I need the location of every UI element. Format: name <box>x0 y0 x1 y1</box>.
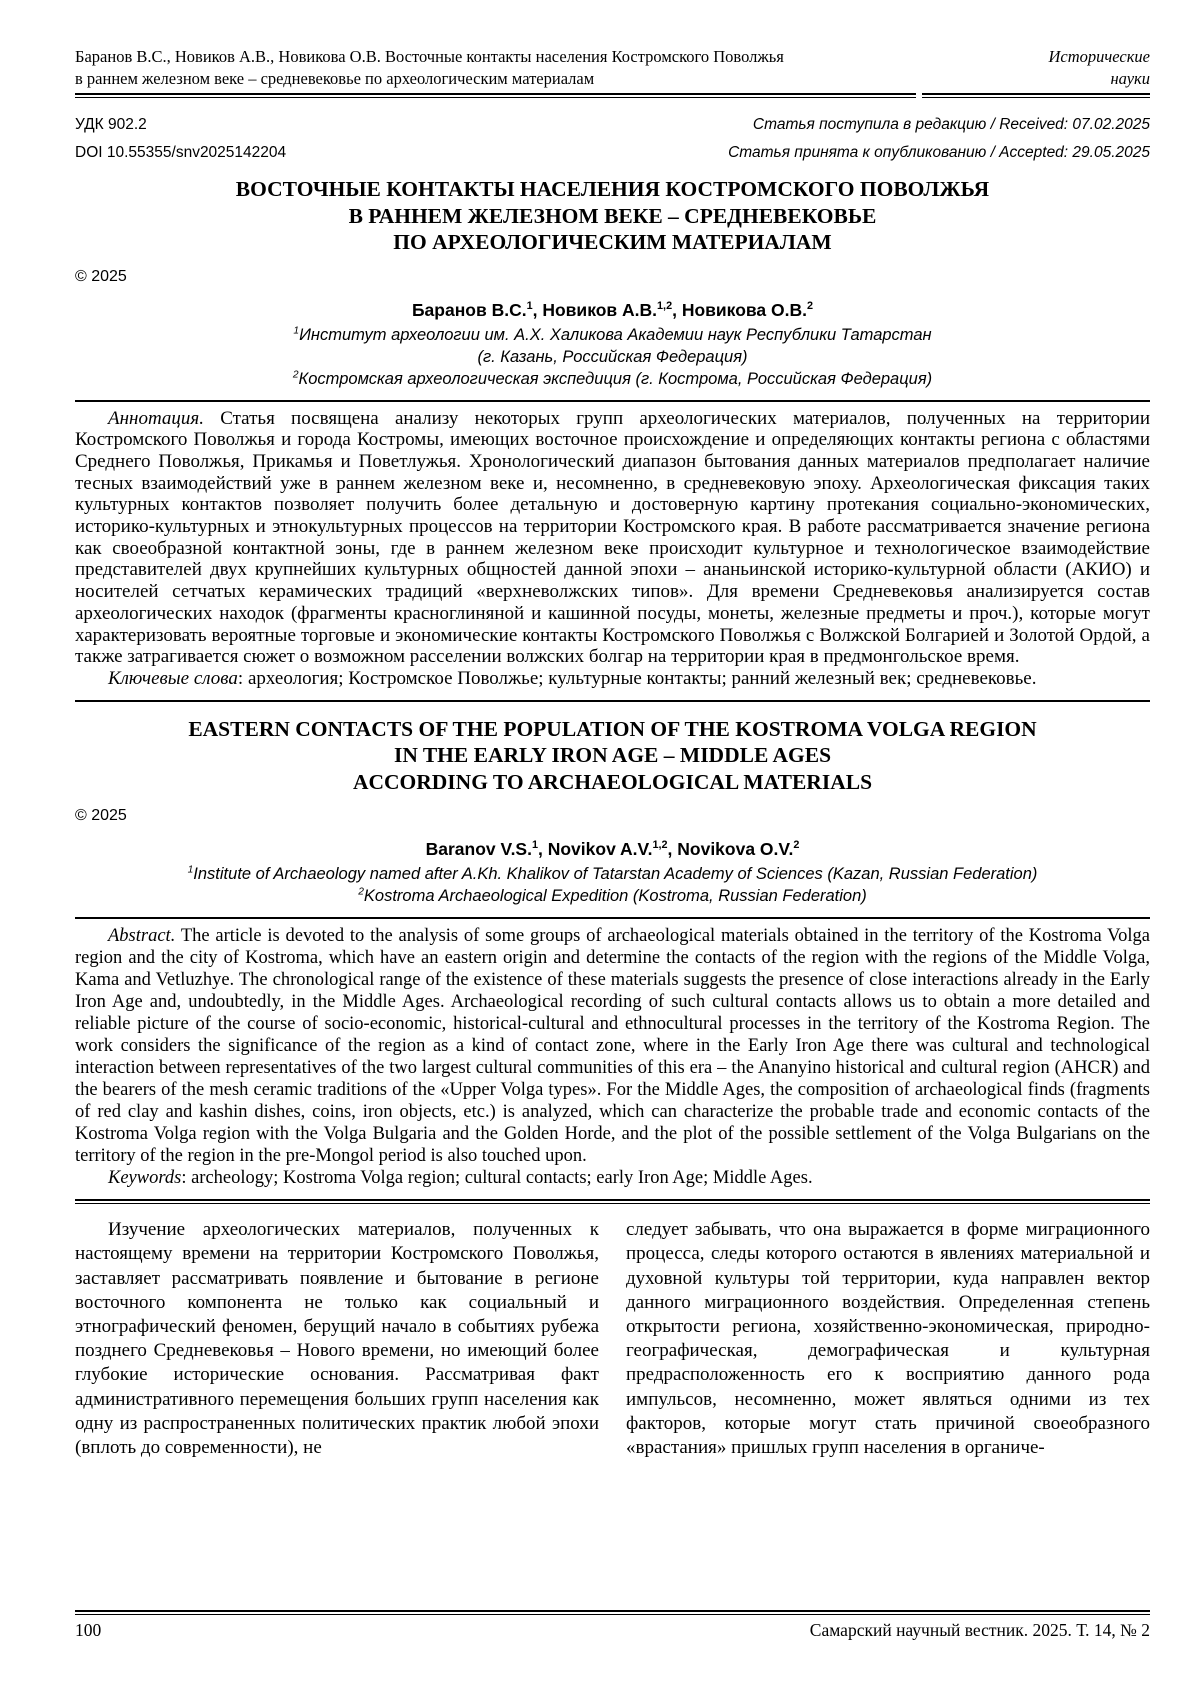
article-title-ru-line1: ВОСТОЧНЫЕ КОНТАКТЫ НАСЕЛЕНИЯ КОСТРОМСКОГО ПОВОЛЖЬЯ <box>235 177 990 201</box>
article-title-ru <box>75 176 1150 256</box>
doi-code: DOI 10.55355/snv2025142204 <box>75 144 287 161</box>
running-header-article-ref <box>75 46 895 90</box>
accepted-date: Статья принята к опубликованию / Accepted: 29.05.2025 <box>728 144 1150 161</box>
meta-row-doi-accepted <box>75 143 1150 162</box>
udc-code: УДК 902.2 <box>75 116 147 133</box>
divider-below-abstract-ru <box>75 700 1150 702</box>
section-label-line1: Исторические <box>1048 47 1150 66</box>
keywords-en <box>75 1167 1150 1189</box>
abstract-ru-label: Аннотация. <box>108 407 204 429</box>
affiliations-ru <box>75 324 1150 390</box>
page-footer <box>75 1610 1150 1641</box>
article-title-ru-line2: В РАННЕМ ЖЕЛЕЗНОМ ВЕКЕ – СРЕДНЕВЕКОВЬЕ <box>348 203 877 228</box>
running-header-line2: в раннем железном веке – средневековье по археологическим материалам <box>75 69 595 88</box>
article-body-columns <box>75 1218 1150 1460</box>
footer-divider <box>75 1610 1150 1615</box>
abstract-en-block <box>75 925 1150 1189</box>
body-left-paragraph: Изучение археологических материалов, полученных к настоящему времени на территории Костромского Поволжья, заставляет рассматривать появление и бытование в регионе восточного компонента не только как социальный и этнографический феномен, берущий начало в событиях рубежа позднего Средневековья – Нового времени, но имеющий более глубокие исторические основания. Рассматривая факт административного перемещения больших групп населения как одну из распространенных политических практик любой эпохи (вплоть до современности), не <box>75 1219 599 1458</box>
header-divider <box>75 93 1150 98</box>
keywords-ru-label: Ключевые слова <box>108 667 238 689</box>
article-title-en-line1: EASTERN CONTACTS OF THE POPULATION OF THE KOSTROMA VOLGA REGION <box>188 716 1037 741</box>
article-title-en-line3: ACCORDING TO ARCHAEOLOGICAL MATERIALS <box>352 769 873 794</box>
journal-reference: Самарский научный вестник. 2025. Т. 14, № 2 <box>809 1620 1150 1640</box>
affiliation-ru-line3: $^2$Костромская археологическая экспедиция (г. Кострома, Российская Федерация) <box>292 369 933 388</box>
abstract-en-label: Abstract. <box>108 926 176 947</box>
abstract-ru <box>75 408 1150 668</box>
keywords-ru <box>75 668 1150 690</box>
abstract-ru-text: Статья посвящена анализу некоторых групп археологических материалов, полученных на территории Костромского Поволжья и города Костромы, имеющих восточное происхождение и определяющих контакты региона с областями Среднего Поволжья, Прикамья и Поветлужья. Хронологический диапазон бытования данных материалов предполагает наличие тесных взаимодействий уже в раннем железном веке и, несомненно, в средневековую эпоху. Археологическая фиксация таких культурных контактов позволяет получить более детальную и достоверную картину протекания социально-экономических, историко-культурных и этнокультурных процессов на территории Костромского края. В работе рассматривается значение региона как своеобразной контактной зоны, где в раннем железном веке происходит культурное и технологическое взаимодействие представителей двух крупнейших культурных общностей данной эпохи – ананьинской историко-культурной области (АКИО) и носителей сетчатых керамических традиций «верхневолжских типов». Для времени Средневековья анализируется состав археологических находок (фрагменты красноглиняной и кашинной посуды, монеты, железные предметы и проч.), которые могут характеризовать вероятные торговые и экономические контакты Костромского Поволжья с Волжской Болгарией и Золотой Ордой, а также затрагивается сюжет о возможном расселении волжских болгар на территории края в предмонгольское время. <box>75 407 1150 668</box>
article-title-en-line2: IN THE EARLY IRON AGE – MIDDLE AGES <box>393 743 832 768</box>
footer-row <box>75 1619 1150 1641</box>
body-right-paragraph: следует забывать, что она выражается в форме миграционного процесса, следы которого остаются в явлениях материальной и духовной культуры той территории, куда направлен вектор данного миграционного воздействия. Определенная степень открытости региона, хозяйственно-экономическая, природно-географическая, демографическая и культурная предрасположенность его к восприятию данного рода импульсов, несомненно, может являться одними из тех факторов, которые могут стать причиной своеобразного «врастания» пришлых групп населения в органиче- <box>626 1219 1150 1458</box>
body-right-column <box>626 1218 1150 1460</box>
abstract-en <box>75 925 1150 1167</box>
section-label-line2: науки <box>1110 69 1150 88</box>
keywords-en-text: : archeology; Kostroma Volga region; cultural contacts; early Iron Age; Middle Ages. <box>181 1168 813 1189</box>
affiliations-en <box>75 863 1150 907</box>
keywords-en-label: Keywords <box>108 1168 182 1189</box>
authors-ru: Баранов В.С.$^1$, Новиков А.В.$^{1,2}$, Новикова О.В.$^2$ <box>411 299 814 320</box>
article-title-en <box>75 716 1150 796</box>
header-divider-left-segment <box>75 93 916 98</box>
received-date: Статья поступила в редакцию / Received: 07.02.2025 <box>752 116 1150 133</box>
running-header-section-label <box>1049 46 1151 90</box>
keywords-ru-text: : археология; Костромское Поволжье; культурные контакты; ранний железный век; средневековье. <box>237 667 1037 689</box>
meta-row-udc-received <box>75 115 1150 134</box>
affiliation-en-line2: $^2$Kostroma Archaeological Expedition (Kostroma, Russian Federation) <box>358 886 867 906</box>
divider-above-abstract-en <box>75 917 1150 919</box>
copyright-en: © 2025 <box>75 807 127 825</box>
running-header-line1: Баранов В.С., Новиков А.В., Новикова О.В. Восточные контакты населения Костромского Поволжья <box>75 47 784 66</box>
abstract-ru-block <box>75 408 1150 690</box>
copyright-ru: © 2025 <box>75 267 127 285</box>
divider-above-abstract-ru <box>75 400 1150 402</box>
affiliation-en-line1: $^1$Institute of Archaeology named after A.Kh. Khalikov of Tatarstan Academy of Sciences (Kazan, Russian Federation) <box>187 864 1038 884</box>
divider-above-body <box>75 1199 1150 1204</box>
body-left-column <box>75 1218 599 1460</box>
authors-en: Baranov V.S.$^1$, Novikov A.V.$^{1,2}$, Novikova O.V.$^2$ <box>425 839 800 860</box>
affiliation-ru-line1: $^1$Институт археологии им. А.Х. Халикова Академии наук Республики Татарстан <box>293 325 932 344</box>
abstract-en-text: The article is devoted to the analysis of some groups of archaeological materials obtained in the territory of the Kostroma Volga region and the city of Kostroma, which have an eastern origin and determine the contacts of the region with the regions of the Middle Volga, Kama and Vetluzhye. The chronological range of the existence of these materials suggests the presence of close interactions already in the Early Iron Age and, undoubtedly, in the Middle Ages. Archaeological recording of such cultural contacts allows us to obtain a more detailed and reliable picture of the course of socio-economic, historical-cultural and ethnocultural processes in the territory of the Kostroma Region. The work considers the significance of the region as a kind of contact zone, where in the Early Iron Age there was cultural and technological interaction between representatives of the two largest cultural communities of this era – the Ananyino historical and cultural region (AHCR) and the bearers of the mesh ceramic traditions of the «Upper Volga types». For the Middle Ages, the composition of archaeological finds (fragments of red clay and kashin dishes, coins, iron objects, etc.) is analyzed, which can characterize the probable trade and economic contacts of the Kostroma Volga region with the Volga Bulgaria and the Golden Horde, and the plot of the possible settlement of the Volga Bulgarians on the territory of the region in the pre-Mongol period is also touched upon. <box>75 926 1151 1167</box>
page-number: 100 <box>75 1620 102 1640</box>
running-header <box>75 46 1150 90</box>
header-divider-right-segment <box>922 93 1150 98</box>
article-title-ru-line3: ПО АРХЕОЛОГИЧЕСКИМ МАТЕРИАЛАМ <box>393 230 832 254</box>
affiliation-ru-line2: (г. Казань, Российская Федерация) <box>477 347 748 366</box>
